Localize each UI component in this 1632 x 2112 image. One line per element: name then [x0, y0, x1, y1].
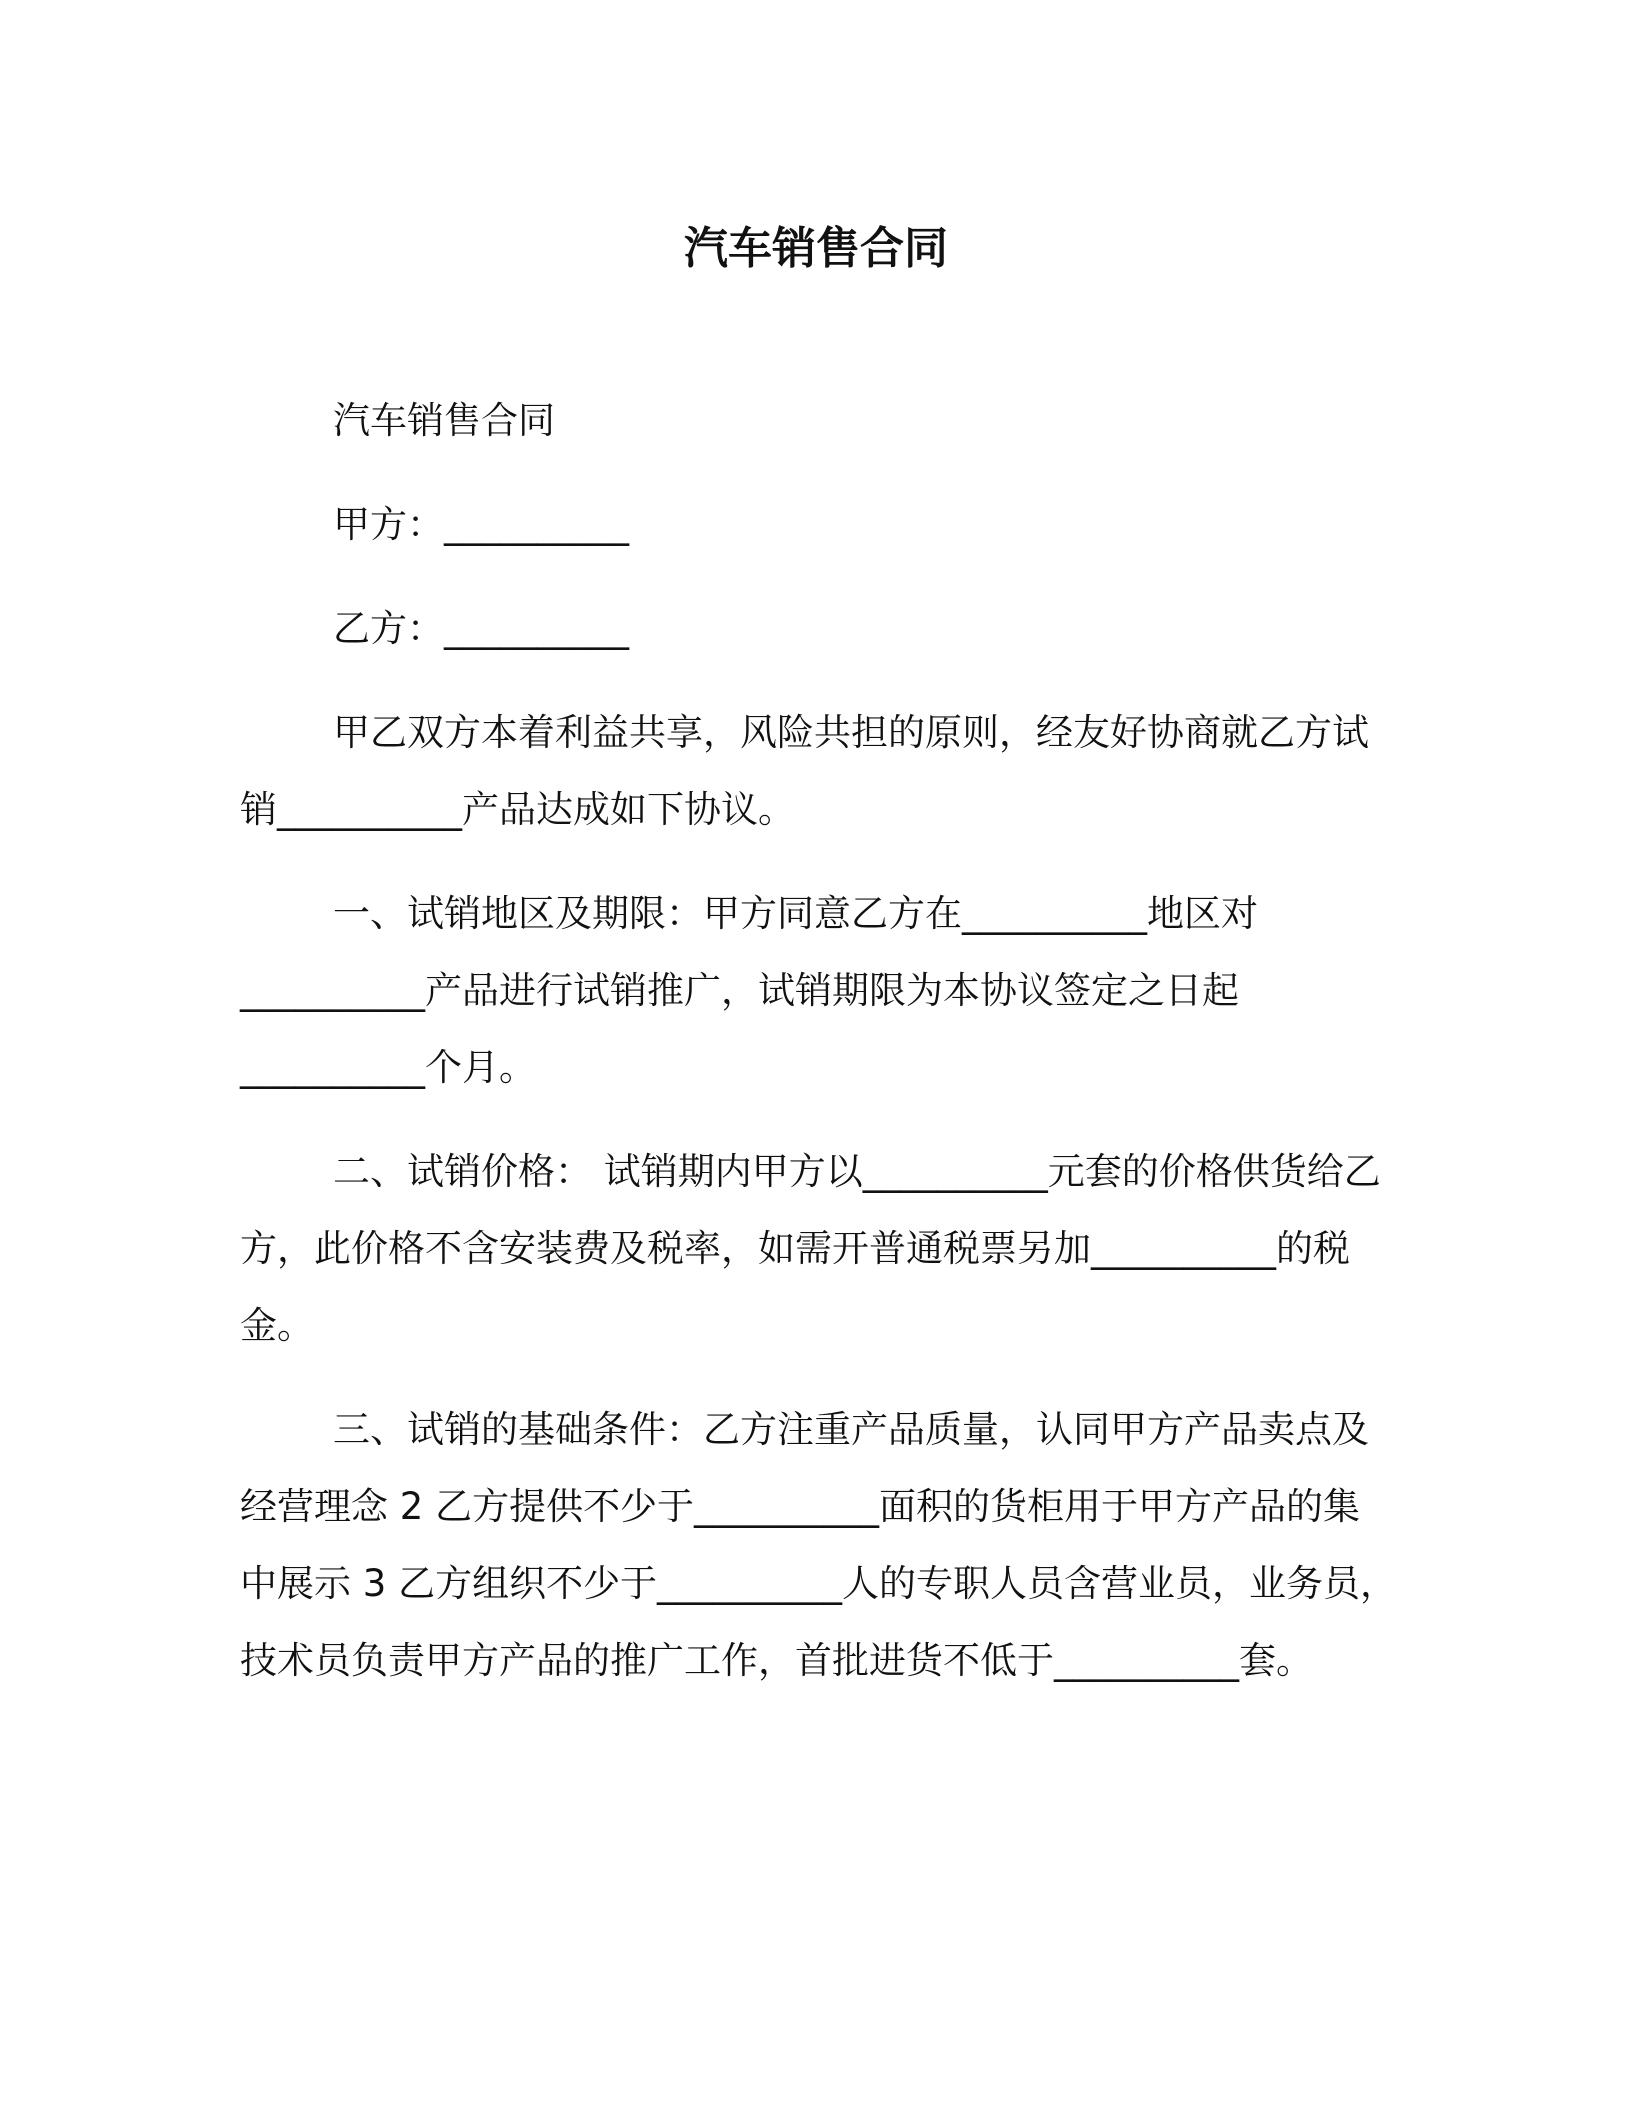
- text-line: 销__________产品达成如下协议。: [240, 788, 795, 831]
- clause-2-paragraph: [240, 1133, 1390, 1364]
- clause-1-paragraph: [240, 875, 1390, 1106]
- text-line: 技术员负责甲方产品的推广工作，首批进货不低于__________套。: [240, 1639, 1313, 1682]
- text-line: 金。: [240, 1304, 314, 1347]
- party-b-paragraph: [240, 590, 1390, 667]
- party-a-paragraph: [240, 486, 1390, 563]
- document-title: 汽车销售合同: [684, 223, 948, 274]
- text-line: 二、试销价格： 试销期内甲方以__________元套的价格供货给乙: [333, 1150, 1381, 1193]
- clause-3-paragraph: [240, 1391, 1398, 1699]
- document-body: [240, 382, 1398, 1726]
- text-line: __________个月。: [240, 1046, 536, 1089]
- text-line: 甲乙双方本着利益共享，风险共担的原则，经友好协商就乙方试: [333, 711, 1369, 754]
- text-line: __________产品进行试销推广，试销期限为本协议签定之日起: [240, 969, 1239, 1012]
- text-line: 乙方：__________: [333, 607, 629, 650]
- text-line: 甲方：__________: [333, 503, 629, 546]
- text-line: 中展示 3 乙方组织不少于__________人的专职人员含营业员，业务员，: [240, 1562, 1398, 1605]
- text-line: 三、试销的基础条件：乙方注重产品质量，认同甲方产品卖点及: [333, 1408, 1369, 1451]
- text-line: 经营理念 2 乙方提供不少于__________面积的货柜用于甲方产品的集: [240, 1485, 1361, 1528]
- preamble-paragraph: [240, 694, 1390, 848]
- text-line: 汽车销售合同: [333, 399, 555, 442]
- text-line: 一、试销地区及期限：甲方同意乙方在__________地区对: [333, 892, 1258, 935]
- text-line: 方，此价格不含安装费及税率，如需开普通税票另加__________的税: [240, 1227, 1350, 1270]
- subtitle-paragraph: [240, 382, 1390, 459]
